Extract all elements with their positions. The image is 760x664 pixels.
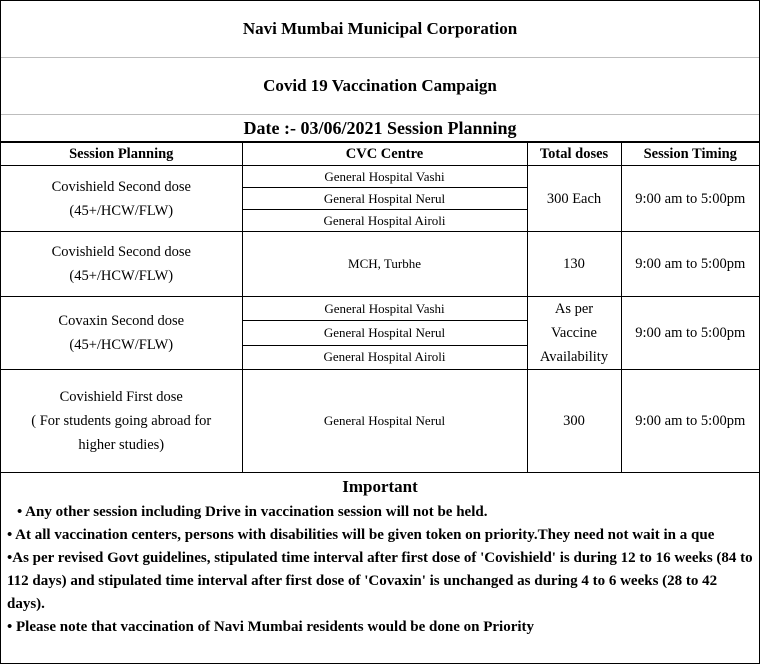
session-planning-cell — [1, 232, 242, 297]
important-heading: Important — [342, 477, 418, 496]
column-header-session-timing: Session Timing — [621, 143, 759, 166]
corporation-title: Navi Mumbai Municipal Corporation — [1, 1, 759, 58]
table-row — [1, 166, 759, 188]
doses-line: Vaccine — [551, 325, 597, 341]
cvc-centre-cell: General Hospital Nerul — [242, 370, 527, 473]
planning-line: Covishield Second dose — [51, 244, 191, 260]
note-item: • Any other session including Drive in vaccination session will not be held. — [17, 504, 488, 520]
column-header-cvc-centre: CVC Centre — [242, 143, 527, 166]
session-table — [1, 142, 759, 473]
planning-line: (45+/HCW/FLW) — [69, 202, 174, 219]
table-row — [1, 232, 759, 297]
table-row — [1, 297, 759, 321]
planning-line: Covaxin Second dose — [58, 313, 185, 329]
total-doses-cell — [527, 297, 621, 370]
total-doses-cell: 130 — [527, 232, 621, 297]
session-planning-cell — [1, 166, 242, 232]
date-heading: Date :- 03/06/2021 Session Planning — [1, 115, 759, 142]
column-header-total-doses: Total doses — [527, 143, 621, 166]
doses-line: Availability — [539, 349, 609, 365]
note-item: • Please note that vaccination of Navi Mumbai residents would be done on Priority — [7, 619, 535, 635]
cvc-centre-cell: General Hospital Vashi — [242, 297, 527, 321]
cvc-centre-cell: General Hospital Airoli — [242, 345, 527, 369]
session-timing-cell: 9:00 am to 5:00pm — [621, 232, 759, 297]
session-timing-cell: 9:00 am to 5:00pm — [621, 166, 759, 232]
doses-line: As per — [554, 301, 594, 317]
table-header-row — [1, 143, 759, 166]
planning-line: ( For students going abroad for — [31, 413, 212, 429]
session-planning-cell — [1, 297, 242, 370]
important-section — [1, 473, 759, 639]
campaign-title: Covid 19 Vaccination Campaign — [1, 58, 759, 115]
cvc-centre-cell: General Hospital Vashi — [242, 166, 527, 188]
cvc-centre-cell: General Hospital Nerul — [242, 188, 527, 210]
cvc-centre-cell: General Hospital Nerul — [242, 321, 527, 345]
planning-line: higher studies) — [78, 437, 165, 453]
cvc-centre-cell: MCH, Turbhe — [242, 232, 527, 297]
planning-line: (45+/HCW/FLW) — [69, 337, 174, 353]
table-row — [1, 370, 759, 473]
session-planning-cell — [1, 370, 242, 473]
session-timing-cell: 9:00 am to 5:00pm — [621, 297, 759, 370]
column-header-session-planning: Session Planning — [1, 143, 242, 166]
cvc-centre-cell: General Hospital Airoli — [242, 210, 527, 232]
total-doses-cell: 300 Each — [527, 166, 621, 232]
note-item: •As per revised Govt guidelines, stipulated time interval after first dose of 'Covishield' is during 12 to 16 weeks (84 to 112 days) and stipulated time interval after first dose of 'Covaxin' is unchanged as during 4 to 6 weeks (28 to 42 days). — [7, 550, 753, 612]
note-item: • At all vaccination centers, persons with disabilities will be given token on priority.They need not wait in a que — [7, 527, 715, 543]
session-timing-cell: 9:00 am to 5:00pm — [621, 370, 759, 473]
planning-line: (45+/HCW/FLW) — [69, 268, 174, 284]
planning-line: Covishield Second dose — [51, 178, 191, 195]
planning-line: Covishield First dose — [59, 389, 183, 405]
total-doses-cell: 300 — [527, 370, 621, 473]
